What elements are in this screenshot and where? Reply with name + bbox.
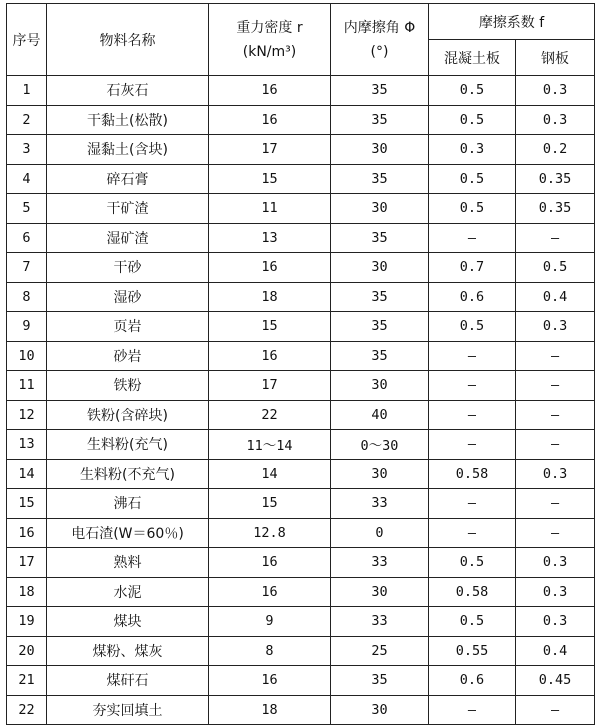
cell-friction-concrete: — <box>429 371 516 401</box>
table-row <box>7 666 595 696</box>
cell-friction-concrete: — <box>429 400 516 430</box>
cell-friction-steel: — <box>516 430 595 460</box>
table-row <box>7 135 595 165</box>
cell-friction-angle: 35 <box>331 105 429 135</box>
cell-friction-concrete: 0.58 <box>429 459 516 489</box>
cell-friction-angle: 35 <box>331 223 429 253</box>
cell-index: 10 <box>7 341 47 371</box>
table-row <box>7 223 595 253</box>
cell-friction-concrete: 0.5 <box>429 105 516 135</box>
header-density-title: 重力密度 r <box>236 19 303 36</box>
cell-friction-concrete: 0.5 <box>429 312 516 342</box>
cell-friction-angle: 30 <box>331 459 429 489</box>
table-row <box>7 282 595 312</box>
cell-friction-concrete: 0.55 <box>429 636 516 666</box>
cell-density: 17 <box>209 371 331 401</box>
header-angle-unit: (°) <box>370 43 389 60</box>
cell-index: 3 <box>7 135 47 165</box>
cell-friction-concrete: 0.58 <box>429 577 516 607</box>
cell-index: 5 <box>7 194 47 224</box>
cell-friction-concrete: — <box>429 695 516 725</box>
cell-friction-steel: — <box>516 341 595 371</box>
cell-density: 16 <box>209 105 331 135</box>
cell-friction-steel: 0.4 <box>516 282 595 312</box>
cell-material-name: 生料粉(不充气) <box>47 459 209 489</box>
table-row <box>7 695 595 725</box>
header-density-unit: (kN/m³) <box>242 43 297 60</box>
cell-index: 13 <box>7 430 47 460</box>
cell-friction-steel: 0.3 <box>516 548 595 578</box>
cell-friction-concrete: 0.7 <box>429 253 516 283</box>
cell-friction-angle: 0～30 <box>331 430 429 460</box>
table-row <box>7 577 595 607</box>
table-row <box>7 312 595 342</box>
cell-density: 16 <box>209 76 331 106</box>
header-concrete-plate: 混凝土板 <box>429 40 516 76</box>
table-row <box>7 371 595 401</box>
cell-friction-angle: 35 <box>331 164 429 194</box>
table-row <box>7 76 595 106</box>
table-row <box>7 194 595 224</box>
cell-friction-steel: — <box>516 371 595 401</box>
cell-friction-angle: 35 <box>331 282 429 312</box>
cell-friction-concrete: — <box>429 518 516 548</box>
cell-friction-angle: 30 <box>331 253 429 283</box>
cell-friction-steel: — <box>516 400 595 430</box>
cell-friction-concrete: 0.6 <box>429 282 516 312</box>
cell-friction-steel: 0.45 <box>516 666 595 696</box>
cell-friction-angle: 30 <box>331 695 429 725</box>
cell-friction-angle: 33 <box>331 607 429 637</box>
cell-index: 16 <box>7 518 47 548</box>
cell-density: 13 <box>209 223 331 253</box>
cell-index: 22 <box>7 695 47 725</box>
cell-material-name: 湿矿渣 <box>47 223 209 253</box>
cell-friction-concrete: 0.5 <box>429 607 516 637</box>
cell-material-name: 湿黏土(含块) <box>47 135 209 165</box>
cell-density: 11 <box>209 194 331 224</box>
cell-density: 16 <box>209 666 331 696</box>
cell-density: 16 <box>209 577 331 607</box>
cell-material-name: 铁粉 <box>47 371 209 401</box>
header-density <box>209 4 331 76</box>
cell-material-name: 煤粉、煤灰 <box>47 636 209 666</box>
cell-material-name: 煤矸石 <box>47 666 209 696</box>
cell-density: 16 <box>209 341 331 371</box>
cell-index: 20 <box>7 636 47 666</box>
cell-index: 19 <box>7 607 47 637</box>
cell-friction-angle: 30 <box>331 577 429 607</box>
cell-density: 18 <box>209 695 331 725</box>
cell-friction-angle: 35 <box>331 76 429 106</box>
header-steel-plate: 钢板 <box>516 40 595 76</box>
cell-density: 17 <box>209 135 331 165</box>
cell-friction-concrete: 0.3 <box>429 135 516 165</box>
cell-material-name: 夯实回填土 <box>47 695 209 725</box>
cell-index: 7 <box>7 253 47 283</box>
cell-friction-steel: 0.3 <box>516 577 595 607</box>
table-row <box>7 400 595 430</box>
cell-material-name: 干矿渣 <box>47 194 209 224</box>
cell-density: 11～14 <box>209 430 331 460</box>
cell-density: 22 <box>209 400 331 430</box>
cell-index: 21 <box>7 666 47 696</box>
cell-material-name: 铁粉(含碎块) <box>47 400 209 430</box>
cell-material-name: 碎石膏 <box>47 164 209 194</box>
cell-index: 12 <box>7 400 47 430</box>
table-row <box>7 489 595 519</box>
table-row <box>7 548 595 578</box>
cell-density: 15 <box>209 164 331 194</box>
cell-material-name: 石灰石 <box>47 76 209 106</box>
cell-friction-angle: 30 <box>331 194 429 224</box>
table-row <box>7 607 595 637</box>
cell-index: 6 <box>7 223 47 253</box>
cell-friction-steel: 0.35 <box>516 164 595 194</box>
cell-index: 1 <box>7 76 47 106</box>
cell-friction-concrete: 0.5 <box>429 76 516 106</box>
cell-friction-concrete: 0.6 <box>429 666 516 696</box>
cell-friction-steel: 0.3 <box>516 607 595 637</box>
cell-index: 11 <box>7 371 47 401</box>
cell-material-name: 干黏土(松散) <box>47 105 209 135</box>
header-material-name: 物料名称 <box>47 4 209 76</box>
cell-friction-concrete: — <box>429 223 516 253</box>
cell-friction-angle: 35 <box>331 666 429 696</box>
cell-density: 8 <box>209 636 331 666</box>
cell-material-name: 沸石 <box>47 489 209 519</box>
table-row <box>7 164 595 194</box>
cell-friction-steel: — <box>516 223 595 253</box>
header-friction-coefficient: 摩擦系数 f <box>429 4 595 40</box>
cell-material-name: 页岩 <box>47 312 209 342</box>
header-angle-title: 内摩擦角 Φ <box>343 19 416 36</box>
table-row <box>7 105 595 135</box>
cell-index: 4 <box>7 164 47 194</box>
cell-density: 18 <box>209 282 331 312</box>
cell-friction-steel: — <box>516 489 595 519</box>
cell-index: 2 <box>7 105 47 135</box>
material-properties-table <box>6 3 595 725</box>
cell-material-name: 煤块 <box>47 607 209 637</box>
cell-density: 15 <box>209 489 331 519</box>
table-body <box>7 76 595 725</box>
cell-material-name: 干砂 <box>47 253 209 283</box>
cell-friction-angle: 30 <box>331 135 429 165</box>
cell-friction-concrete: 0.5 <box>429 164 516 194</box>
cell-friction-angle: 40 <box>331 400 429 430</box>
table-row <box>7 430 595 460</box>
cell-friction-angle: 33 <box>331 489 429 519</box>
table-row <box>7 341 595 371</box>
cell-material-name: 砂岩 <box>47 341 209 371</box>
cell-friction-steel: 0.5 <box>516 253 595 283</box>
cell-friction-concrete: 0.5 <box>429 194 516 224</box>
cell-density: 15 <box>209 312 331 342</box>
cell-friction-steel: — <box>516 695 595 725</box>
cell-index: 15 <box>7 489 47 519</box>
table-row <box>7 518 595 548</box>
cell-friction-angle: 33 <box>331 548 429 578</box>
cell-friction-steel: 0.35 <box>516 194 595 224</box>
table-row <box>7 253 595 283</box>
cell-friction-steel: 0.4 <box>516 636 595 666</box>
table-row <box>7 459 595 489</box>
cell-index: 8 <box>7 282 47 312</box>
cell-index: 14 <box>7 459 47 489</box>
cell-friction-angle: 35 <box>331 312 429 342</box>
cell-friction-angle: 35 <box>331 341 429 371</box>
cell-index: 17 <box>7 548 47 578</box>
cell-friction-concrete: 0.5 <box>429 548 516 578</box>
cell-material-name: 电石渣(W＝60％) <box>47 518 209 548</box>
cell-friction-steel: 0.2 <box>516 135 595 165</box>
cell-material-name: 湿砂 <box>47 282 209 312</box>
cell-friction-steel: 0.3 <box>516 312 595 342</box>
cell-material-name: 水泥 <box>47 577 209 607</box>
cell-friction-angle: 0 <box>331 518 429 548</box>
cell-density: 16 <box>209 253 331 283</box>
cell-friction-steel: 0.3 <box>516 459 595 489</box>
cell-material-name: 生料粉(充气) <box>47 430 209 460</box>
cell-density: 16 <box>209 548 331 578</box>
cell-material-name: 熟料 <box>47 548 209 578</box>
header-index: 序号 <box>7 4 47 76</box>
header-friction-angle <box>331 4 429 76</box>
cell-friction-angle: 30 <box>331 371 429 401</box>
cell-friction-concrete: — <box>429 341 516 371</box>
cell-density: 9 <box>209 607 331 637</box>
cell-friction-concrete: — <box>429 489 516 519</box>
cell-friction-angle: 25 <box>331 636 429 666</box>
cell-density: 12.8 <box>209 518 331 548</box>
cell-index: 18 <box>7 577 47 607</box>
table-row <box>7 636 595 666</box>
cell-friction-concrete: — <box>429 430 516 460</box>
cell-friction-steel: — <box>516 518 595 548</box>
cell-friction-steel: 0.3 <box>516 76 595 106</box>
cell-index: 9 <box>7 312 47 342</box>
cell-friction-steel: 0.3 <box>516 105 595 135</box>
cell-density: 14 <box>209 459 331 489</box>
